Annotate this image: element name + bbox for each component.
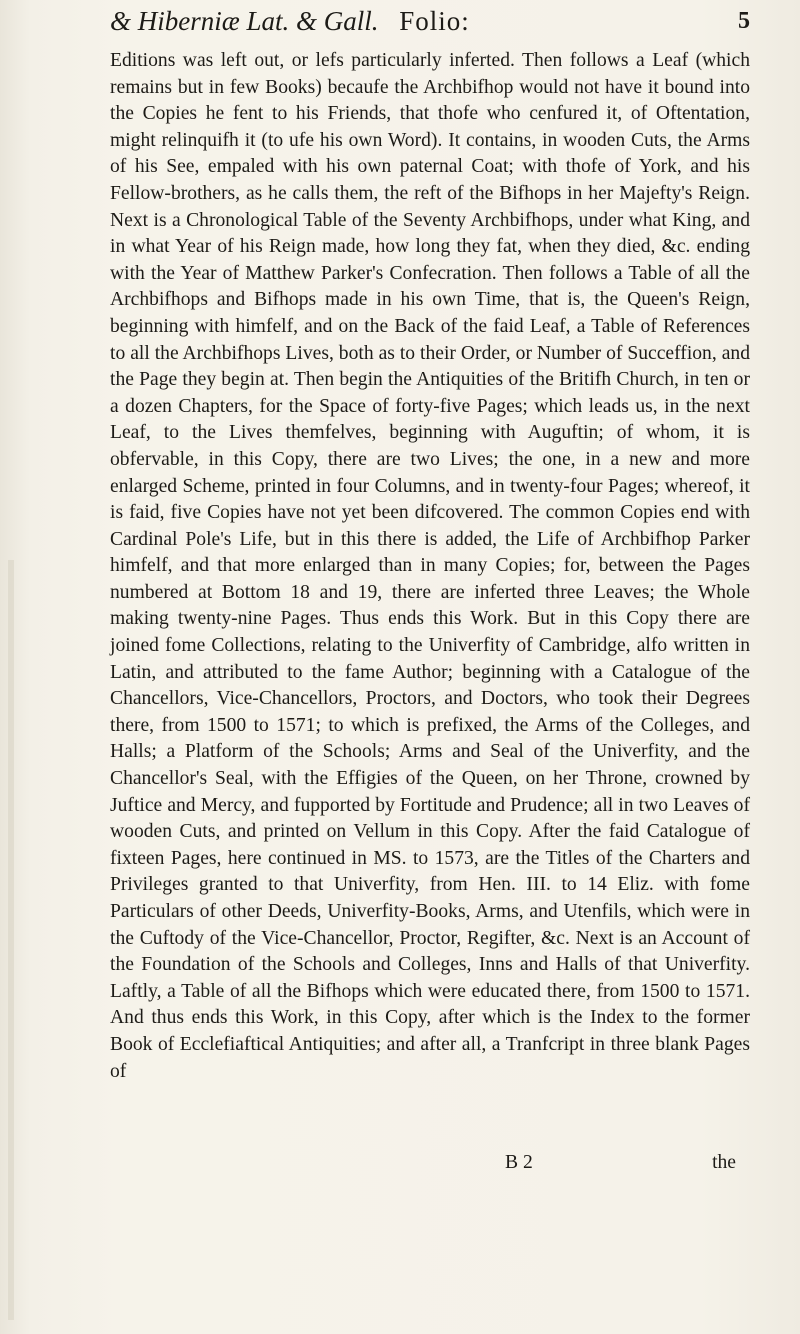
page-edge-shadow: [8, 560, 14, 1320]
body-text: [110, 48, 750, 1085]
running-title: & Hiberniæ Lat. & Gall.: [110, 6, 379, 36]
main-paragraph: Editions was left out, or lefs particularly inferted. Then follows a Leaf (which remains but in few Books) becaufe the Archbifhop would not have it bound into the Copies he fent to his Friends, that thofe who cenfured it, of Oftentation, might relinquifh it (to ufe his own Word). It contains, in wooden Cuts, the Arms of his See, empaled with his own paternal Coat; with thofe of York, and his Fellow-brothers, as he calls them, the reft of the Bifhops in her Majefty's Reign. Next is a Chronological Table of the Seventy Archbifhops, under what King, and in what Year of his Reign made, how long they fat, when they died, &c. ending with the Year of Matthew Parker's Confecration. Then follows a Table of all the Archbifhops and Bifhops made in his own Time, that is, the Queen's Reign, beginning with himfelf, and on the Back of the faid Leaf, a Table of References to all the Archbifhops Lives, both as to their Order, or Number of Succeffion, and the Page they begin at. Then begin the Antiquities of the Britifh Church, in ten or a dozen Chapters, for the Space of forty-five Pages; which leads us, in the next Leaf, to the Lives themfelves, beginning with Auguftin; of whom, it is obfervable, in this Copy, there are two Lives; the one, in a new and more enlarged Scheme, printed in four Columns, and in twenty-four Pages; whereof, it is faid, five Copies have not yet been difcovered. The common Copies end with Cardinal Pole's Life, but in this there is added, the Life of Archbifhop Parker himfelf, and that more enlarged than in many Copies; for, between the Pages numbered at Bottom 18 and 19, there are inferted three Leaves; the Whole making twenty-nine Pages. Thus ends this Work. But in this Copy there are joined fome Collections, relating to the Univerfity of Cambridge, alfo written in Latin, and attributed to the fame Author; beginning with a Catalogue of the Chancellors, Vice-Chancellors, Proctors, and Doctors, who took their Degrees there, from 1500 to 1571; to which is prefixed, the Arms of the Colleges, and Halls; a Platform of the Schools; Arms and Seal of the Univerfity, and the Chancellor's Seal, with the Effigies of the Queen, on her Throne, crowned by Juftice and Mercy, and fupported by Fortitude and Prudence; all in two Leaves of wooden Cuts, and printed on Vellum in this Copy. After the faid Catalogue of fixteen Pages, here continued in MS. to 1573, are the Titles of the Charters and Privileges granted to that Univerfity, from Hen. III. to 14 Eliz. with fome Particulars of other Deeds, Univerfity-Books, Arms, and Utenfils, which were in the Cuftody of the Vice-Chancellor, Proctor, Regifter, &c. Next is an Account of the Foundation of the Schools and Colleges, Inns and Halls of that Univerfity. Laftly, a Table of all the Bifhops which were educated there, from 1500 to 1571. And thus ends this Work, in this Copy, after which is the Index to the former Book of Ecclefiaftical Antiquities; and after all, a Tranfcript in three blank Pages of: [110, 50, 750, 1082]
page-number: 5: [738, 8, 750, 34]
catchword: the: [712, 1152, 736, 1173]
page-footer: [110, 1152, 750, 1178]
running-head: [110, 6, 750, 46]
folio-label: Folio:: [399, 6, 470, 36]
signature-mark: B 2: [505, 1152, 533, 1173]
